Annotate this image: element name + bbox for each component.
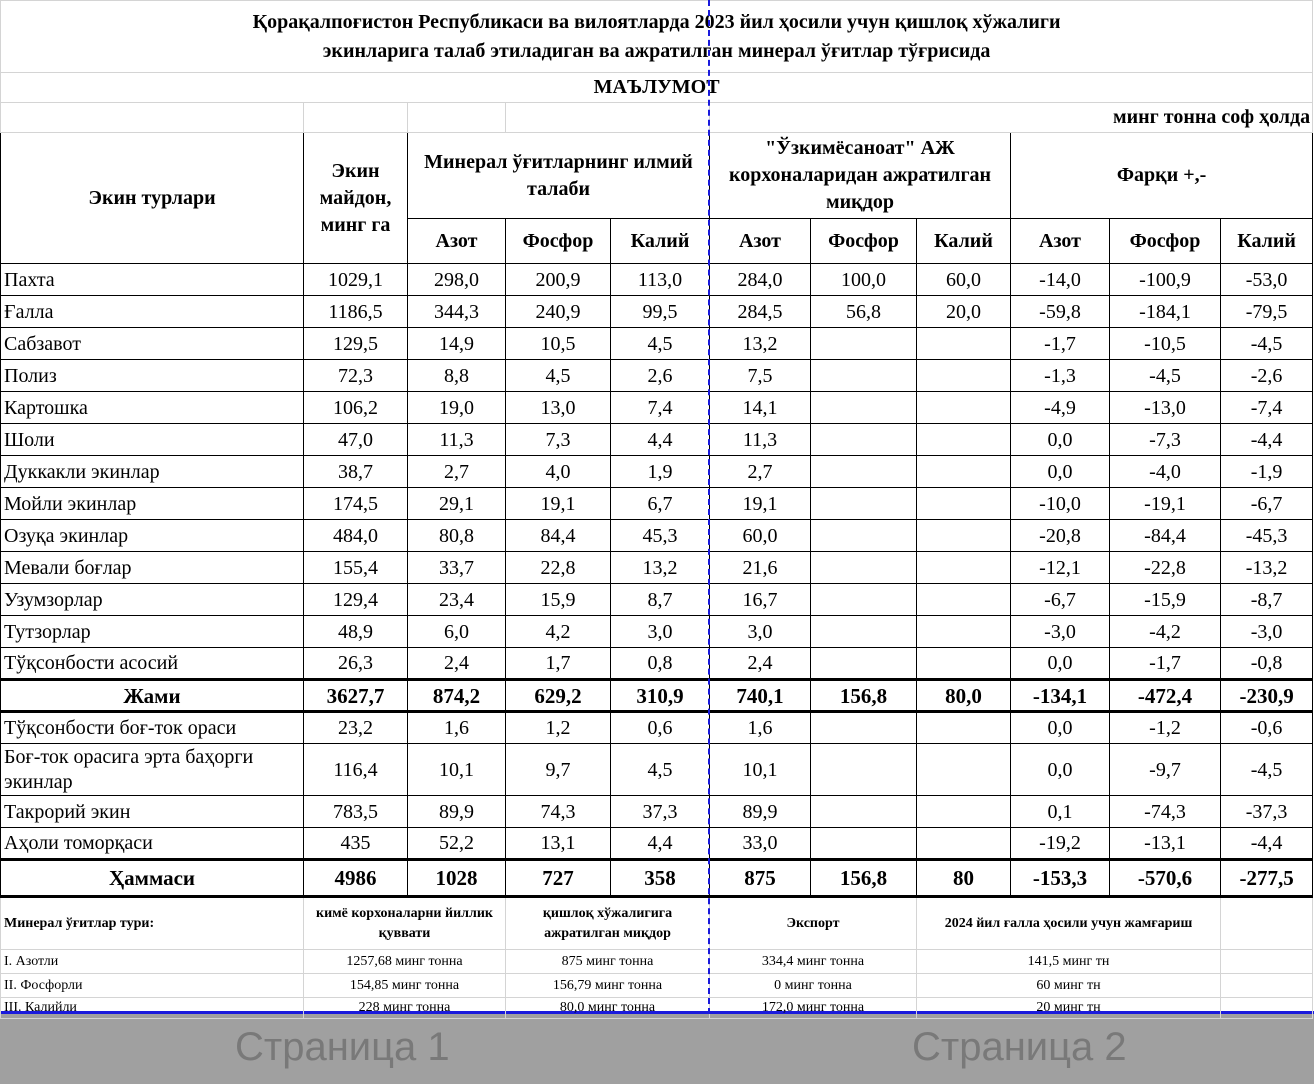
cell-value: 52,2: [408, 828, 506, 860]
table-row: [1, 488, 1313, 520]
cell-value: 156,8: [811, 680, 917, 712]
cell-value: 310,9: [611, 680, 710, 712]
cell-value: [917, 828, 1011, 860]
cell-value: 0,8: [611, 648, 710, 680]
subheader-1: Фосфор: [506, 219, 611, 264]
crop-name: Шоли: [1, 424, 304, 456]
cell-value: [917, 392, 1011, 424]
cell-value: 4,5: [506, 360, 611, 392]
footer-cell: кимё корхоналарни йиллик қуввати: [304, 897, 506, 950]
crop-name: Сабзавот: [1, 328, 304, 360]
cell-value: 116,4: [304, 744, 408, 796]
subheader-2: Калий: [611, 219, 710, 264]
cell-value: -184,1: [1110, 296, 1221, 328]
cell-value: 4,5: [611, 744, 710, 796]
cell-value: 284,5: [710, 296, 811, 328]
cell-value: 4986: [304, 860, 408, 897]
cell-value: 3,0: [611, 616, 710, 648]
table-row: [1, 828, 1313, 860]
cell-value: [811, 648, 917, 680]
cell-value: 240,9: [506, 296, 611, 328]
cell-value: 8,8: [408, 360, 506, 392]
table-row: [1, 456, 1313, 488]
cell-value: 13,1: [506, 828, 611, 860]
cell-value: [917, 712, 1011, 744]
cell-value: 435: [304, 828, 408, 860]
cell-value: [917, 328, 1011, 360]
cell-value: 2,6: [611, 360, 710, 392]
cell-value: 80,0: [917, 680, 1011, 712]
cell-value: -7,4: [1221, 392, 1313, 424]
cell-value: 783,5: [304, 796, 408, 828]
table-row: [1, 712, 1313, 744]
cell-value: 2,7: [408, 456, 506, 488]
cell-value: 72,3: [304, 360, 408, 392]
table-row: [1, 392, 1313, 424]
footer-cell: I. Азотли: [1, 950, 304, 974]
cell-value: 100,0: [811, 264, 917, 296]
cell-value: -53,0: [1221, 264, 1313, 296]
cell-value: [811, 712, 917, 744]
report-title: [1, 1, 1313, 73]
cell-value: 3,0: [710, 616, 811, 648]
cell-value: 21,6: [710, 552, 811, 584]
cell-value: 56,8: [811, 296, 917, 328]
subheader-6: Азот: [1011, 219, 1110, 264]
cell-value: [917, 744, 1011, 796]
cell-value: 874,2: [408, 680, 506, 712]
footer-cell: 156,79 минг тонна: [506, 974, 710, 998]
cell-value: 0,1: [1011, 796, 1110, 828]
cell-value: 0,0: [1011, 648, 1110, 680]
table-row: [1, 744, 1313, 796]
cell-value: 23,4: [408, 584, 506, 616]
cell-value: -6,7: [1011, 584, 1110, 616]
table-row: [1, 296, 1313, 328]
cell-value: 19,1: [506, 488, 611, 520]
table-row: [1, 616, 1313, 648]
cell-value: 1,6: [408, 712, 506, 744]
cell-value: 2,7: [710, 456, 811, 488]
cell-value: 113,0: [611, 264, 710, 296]
cell-value: [811, 392, 917, 424]
cell-value: 11,3: [710, 424, 811, 456]
cell-value: 0,0: [1011, 424, 1110, 456]
cell-value: 727: [506, 860, 611, 897]
page-break-line[interactable]: [708, 0, 710, 1014]
cell-value: 38,7: [304, 456, 408, 488]
cell-value: [917, 488, 1011, 520]
cell-value: 4,5: [611, 328, 710, 360]
footer-cell: 0 минг тонна: [710, 974, 917, 998]
title-line-1: Қорақалпоғистон Республикаси ва вилоятларда 2023 йил ҳосили учун қишлоқ хўжалиги: [252, 10, 1061, 33]
cell-value: [811, 456, 917, 488]
cell-value: -4,4: [1221, 424, 1313, 456]
cell-value: 4,0: [506, 456, 611, 488]
crop-name: Боғ-ток орасига эрта баҳорги экинлар: [1, 744, 304, 796]
footer-cell: 1257,68 минг тонна: [304, 950, 506, 974]
cell-value: 60,0: [917, 264, 1011, 296]
cell-value: 45,3: [611, 520, 710, 552]
cell-value: 89,9: [710, 796, 811, 828]
subheader-7: Фосфор: [1110, 219, 1221, 264]
cell-value: 10,5: [506, 328, 611, 360]
cell-value: 1,7: [506, 648, 611, 680]
table-row: [1, 584, 1313, 616]
cell-value: -6,7: [1221, 488, 1313, 520]
cell-value: 2,4: [710, 648, 811, 680]
cell-value: [917, 520, 1011, 552]
cell-value: -277,5: [1221, 860, 1313, 897]
cell-value: -4,5: [1110, 360, 1221, 392]
header-area: Экин майдон, минг га: [304, 133, 408, 264]
cell-value: -79,5: [1221, 296, 1313, 328]
cell-value: -10,5: [1110, 328, 1221, 360]
cell-value: 2,4: [408, 648, 506, 680]
cell-value: -45,3: [1221, 520, 1313, 552]
cell-value: -3,0: [1011, 616, 1110, 648]
cell-value: [811, 828, 917, 860]
cell-value: 14,1: [710, 392, 811, 424]
cell-value: 4,2: [506, 616, 611, 648]
cell-value: 1186,5: [304, 296, 408, 328]
table-row: [1, 680, 1313, 712]
cell-value: 0,0: [1011, 744, 1110, 796]
cell-value: [811, 424, 917, 456]
cell-value: [811, 552, 917, 584]
table-row: [1, 860, 1313, 897]
cell-value: -14,0: [1011, 264, 1110, 296]
table-row: [1, 648, 1313, 680]
footer-cell: 875 минг тонна: [506, 950, 710, 974]
cell-value: 14,9: [408, 328, 506, 360]
cell-value: -230,9: [1221, 680, 1313, 712]
footer-cell: 80,0 минг тонна: [506, 998, 710, 1019]
cell-value: 1029,1: [304, 264, 408, 296]
unit-label: минг тонна соф ҳолда: [710, 103, 1313, 133]
footer-row: [1, 998, 1313, 1019]
footer-cell: III. Калийли: [1, 998, 304, 1019]
footer-cell: 172,0 минг тонна: [710, 998, 917, 1019]
cell-value: [811, 744, 917, 796]
cell-value: 7,5: [710, 360, 811, 392]
cell-value: [811, 520, 917, 552]
cell-value: -4,5: [1221, 328, 1313, 360]
cell-value: 47,0: [304, 424, 408, 456]
cell-value: 33,0: [710, 828, 811, 860]
cell-value: 1,9: [611, 456, 710, 488]
cell-value: -1,9: [1221, 456, 1313, 488]
cell-value: [917, 584, 1011, 616]
crop-name: Тўқсонбости асосий: [1, 648, 304, 680]
crop-name: Узумзорлар: [1, 584, 304, 616]
cell-value: 74,3: [506, 796, 611, 828]
footer-row: [1, 950, 1313, 974]
cell-value: -472,4: [1110, 680, 1221, 712]
cell-value: 4,4: [611, 424, 710, 456]
crop-name: Ҳаммаси: [1, 860, 304, 897]
table-row: [1, 264, 1313, 296]
cell-value: 0,0: [1011, 456, 1110, 488]
footer-cell: 228 минг тонна: [304, 998, 506, 1019]
crop-name: Полиз: [1, 360, 304, 392]
cell-value: 0,6: [611, 712, 710, 744]
cell-value: -0,6: [1221, 712, 1313, 744]
cell-value: 156,8: [811, 860, 917, 897]
crop-name: Озуқа экинлар: [1, 520, 304, 552]
cell-value: -570,6: [1110, 860, 1221, 897]
footer-cell: 154,85 минг тонна: [304, 974, 506, 998]
table-row: [1, 520, 1313, 552]
cell-value: 344,3: [408, 296, 506, 328]
cell-value: 0,0: [1011, 712, 1110, 744]
cell-value: 129,5: [304, 328, 408, 360]
cell-value: 13,2: [710, 328, 811, 360]
crop-name: Такрорий экин: [1, 796, 304, 828]
crop-name: Мойли экинлар: [1, 488, 304, 520]
cell-value: 13,0: [506, 392, 611, 424]
cell-value: [917, 456, 1011, 488]
footer-cell: 60 минг тн: [917, 974, 1221, 998]
cell-value: 4,4: [611, 828, 710, 860]
cell-value: 3627,7: [304, 680, 408, 712]
crop-name: Дуккакли экинлар: [1, 456, 304, 488]
cell-value: [811, 488, 917, 520]
header-crop: Экин турлари: [1, 133, 304, 264]
cell-value: 26,3: [304, 648, 408, 680]
cell-value: 19,0: [408, 392, 506, 424]
header-allocated: "Ўзкимёсаноат" АЖ корхоналаридан ажратилган миқдор: [710, 133, 1011, 219]
cell-value: 7,4: [611, 392, 710, 424]
cell-value: 1028: [408, 860, 506, 897]
cell-value: -13,1: [1110, 828, 1221, 860]
subheader-0: Азот: [408, 219, 506, 264]
footer-cell: Экспорт: [710, 897, 917, 950]
cell-value: -100,9: [1110, 264, 1221, 296]
cell-value: -10,0: [1011, 488, 1110, 520]
cell-value: 23,2: [304, 712, 408, 744]
table-row: [1, 328, 1313, 360]
table-row: [1, 552, 1313, 584]
cell-value: [811, 360, 917, 392]
footer-cell: 20 минг тн: [917, 998, 1221, 1019]
cell-value: 6,0: [408, 616, 506, 648]
table-row: [1, 360, 1313, 392]
cell-value: 875: [710, 860, 811, 897]
cell-value: [811, 796, 917, 828]
cell-value: 6,7: [611, 488, 710, 520]
cell-value: -4,9: [1011, 392, 1110, 424]
cell-value: -8,7: [1221, 584, 1313, 616]
cell-value: 8,7: [611, 584, 710, 616]
cell-value: -13,2: [1221, 552, 1313, 584]
cell-value: -19,1: [1110, 488, 1221, 520]
cell-value: 10,1: [710, 744, 811, 796]
cell-value: -153,3: [1011, 860, 1110, 897]
cell-value: 16,7: [710, 584, 811, 616]
page-2-watermark: Страница 2: [912, 1025, 1127, 1069]
cell-value: 155,4: [304, 552, 408, 584]
title-line-2: экинларига талаб этиладиган ва ажратилган минерал ўғитлар тўғрисида: [322, 39, 991, 62]
cell-value: 106,2: [304, 392, 408, 424]
cell-value: [811, 616, 917, 648]
cell-value: -4,4: [1221, 828, 1313, 860]
crop-name: Картошка: [1, 392, 304, 424]
cell-value: 80: [917, 860, 1011, 897]
cell-value: 740,1: [710, 680, 811, 712]
header-diff: Фарқи +,-: [1011, 133, 1313, 219]
subheader-4: Фосфор: [811, 219, 917, 264]
subheader-5: Калий: [917, 219, 1011, 264]
crop-name: Тутзорлар: [1, 616, 304, 648]
cell-value: [917, 796, 1011, 828]
cell-value: 1,6: [710, 712, 811, 744]
cell-value: -1,7: [1110, 648, 1221, 680]
crop-name: Мевали боғлар: [1, 552, 304, 584]
cell-value: 200,9: [506, 264, 611, 296]
cell-value: 37,3: [611, 796, 710, 828]
page-1-watermark: Страница 1: [235, 1025, 450, 1069]
cell-value: 129,4: [304, 584, 408, 616]
cell-value: 99,5: [611, 296, 710, 328]
footer-cell: II. Фосфорли: [1, 974, 304, 998]
cell-value: 29,1: [408, 488, 506, 520]
crop-name: Ғалла: [1, 296, 304, 328]
cell-value: 33,7: [408, 552, 506, 584]
cell-value: -4,5: [1221, 744, 1313, 796]
footer-row: [1, 974, 1313, 998]
table-row: [1, 424, 1313, 456]
cell-value: 7,3: [506, 424, 611, 456]
cell-value: -20,8: [1011, 520, 1110, 552]
subheader-3: Азот: [710, 219, 811, 264]
cell-value: 13,2: [611, 552, 710, 584]
cell-value: [811, 584, 917, 616]
cell-value: -12,1: [1011, 552, 1110, 584]
cell-value: -1,3: [1011, 360, 1110, 392]
cell-value: [917, 648, 1011, 680]
cell-value: -22,8: [1110, 552, 1221, 584]
cell-value: 11,3: [408, 424, 506, 456]
crop-name: Аҳоли томорқаси: [1, 828, 304, 860]
footer-row: [1, 897, 1313, 950]
cell-value: 80,8: [408, 520, 506, 552]
cell-value: 22,8: [506, 552, 611, 584]
cell-value: 1,2: [506, 712, 611, 744]
cell-value: [917, 616, 1011, 648]
crop-name: Тўқсонбости боғ-ток ораси: [1, 712, 304, 744]
cell-value: -37,3: [1221, 796, 1313, 828]
cell-value: 358: [611, 860, 710, 897]
footer-cell: қишлоқ хўжалигига ажратилган миқдор: [506, 897, 710, 950]
footer-cell: 334,4 минг тонна: [710, 950, 917, 974]
report-heading: МАЪЛУМОТ: [1, 73, 1313, 103]
cell-value: -134,1: [1011, 680, 1110, 712]
footer-cell: 141,5 минг тн: [917, 950, 1221, 974]
cell-value: -59,8: [1011, 296, 1110, 328]
cell-value: 484,0: [304, 520, 408, 552]
cell-value: -4,0: [1110, 456, 1221, 488]
cell-value: -9,7: [1110, 744, 1221, 796]
cell-value: -2,6: [1221, 360, 1313, 392]
cell-value: -1,2: [1110, 712, 1221, 744]
cell-value: 20,0: [917, 296, 1011, 328]
crop-name: Пахта: [1, 264, 304, 296]
table-row: [1, 796, 1313, 828]
cell-value: -74,3: [1110, 796, 1221, 828]
cell-value: -15,9: [1110, 584, 1221, 616]
cell-value: 298,0: [408, 264, 506, 296]
cell-value: -1,7: [1011, 328, 1110, 360]
cell-value: -3,0: [1221, 616, 1313, 648]
cell-value: 629,2: [506, 680, 611, 712]
cell-value: -4,2: [1110, 616, 1221, 648]
cell-value: -19,2: [1011, 828, 1110, 860]
cell-value: 19,1: [710, 488, 811, 520]
cell-value: [917, 552, 1011, 584]
cell-value: 174,5: [304, 488, 408, 520]
cell-value: [917, 360, 1011, 392]
footer-cell: 2024 йил ғалла ҳосили учун жамғариш: [917, 897, 1221, 950]
crop-name: Жами: [1, 680, 304, 712]
cell-value: -7,3: [1110, 424, 1221, 456]
cell-value: 9,7: [506, 744, 611, 796]
cell-value: -0,8: [1221, 648, 1313, 680]
cell-value: 15,9: [506, 584, 611, 616]
cell-value: 48,9: [304, 616, 408, 648]
cell-value: -13,0: [1110, 392, 1221, 424]
cell-value: 89,9: [408, 796, 506, 828]
cell-value: 60,0: [710, 520, 811, 552]
footer-cell: Минерал ўғитлар тури:: [1, 897, 304, 950]
header-demand: Минерал ўғитларнинг илмий талаби: [408, 133, 710, 219]
cell-value: [917, 424, 1011, 456]
cell-value: [811, 328, 917, 360]
cell-value: 284,0: [710, 264, 811, 296]
cell-value: -84,4: [1110, 520, 1221, 552]
cell-value: 10,1: [408, 744, 506, 796]
subheader-8: Калий: [1221, 219, 1313, 264]
cell-value: 84,4: [506, 520, 611, 552]
